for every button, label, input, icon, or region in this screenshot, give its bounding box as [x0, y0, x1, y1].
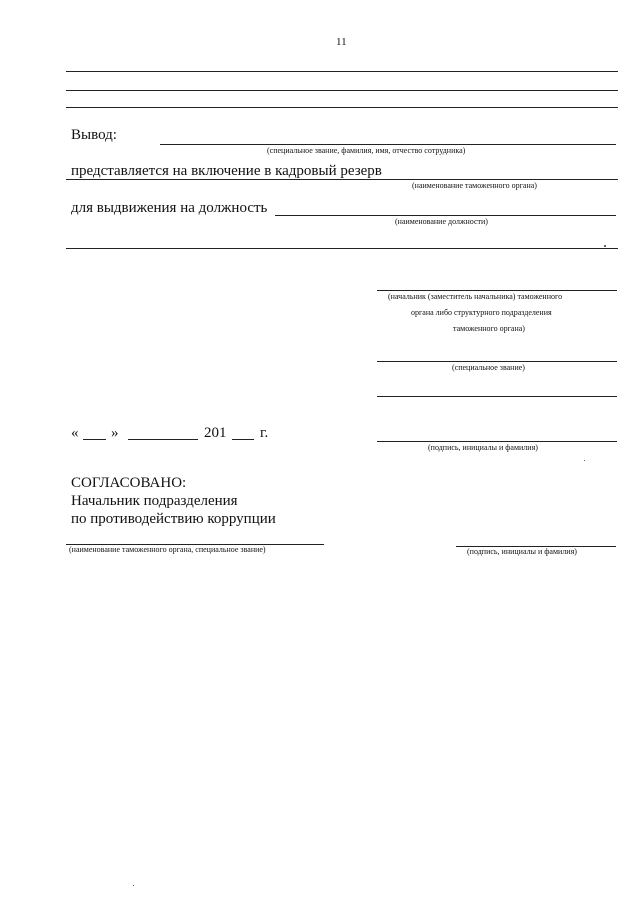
promotion-text: для выдвижения на должность — [71, 200, 268, 216]
head-caption-line2: органа либо структурного подразделения — [411, 308, 552, 317]
year-field-line[interactable] — [232, 439, 254, 440]
approval-right-caption: (подпись, инициалы и фамилия) — [467, 547, 577, 556]
blank-line-5 — [377, 396, 617, 397]
scan-speck-2 — [584, 460, 585, 461]
date-close-quote: » — [111, 425, 119, 441]
employee-field-line[interactable] — [160, 144, 616, 145]
employee-caption: (специальное звание, фамилия, имя, отчество сотрудника) — [267, 146, 466, 155]
customs-body-caption: (наименование таможенного органа) — [412, 181, 537, 190]
blank-line-1 — [66, 71, 618, 72]
conclusion-label: Вывод: — [71, 127, 117, 143]
position-caption: (наименование должности) — [395, 217, 488, 226]
position-field-line[interactable] — [275, 215, 616, 216]
head-field-line[interactable] — [377, 290, 617, 291]
scan-speck — [604, 245, 606, 247]
date-open-quote: « — [71, 425, 79, 441]
page-number: 11 — [336, 36, 347, 48]
day-field-line[interactable] — [83, 439, 106, 440]
rank-caption: (специальное звание) — [452, 363, 525, 372]
year-prefix: 201 — [204, 425, 227, 441]
blank-line-3 — [66, 107, 618, 108]
approval-left-caption: (наименование таможенного органа, специальное звание) — [69, 545, 266, 554]
approval-heading: СОГЛАСОВАНО: — [71, 475, 187, 491]
blank-line-4 — [66, 248, 618, 249]
signature-field-line[interactable] — [377, 441, 617, 442]
approval-line1: Начальник подразделения — [71, 493, 238, 509]
reserve-text: представляется на включение в кадровый резерв — [71, 163, 382, 179]
month-field-line[interactable] — [128, 439, 198, 440]
signature-caption: (подпись, инициалы и фамилия) — [428, 443, 538, 452]
head-caption-line3: таможенного органа) — [453, 324, 525, 333]
head-caption-line1: (начальник (заместитель начальника) таможенного — [388, 292, 563, 301]
approval-line2: по противодействию коррупции — [71, 511, 276, 527]
year-suffix: г. — [260, 425, 269, 441]
rank-field-line[interactable] — [377, 361, 617, 362]
scan-speck-3 — [133, 885, 134, 886]
blank-line-2 — [66, 90, 618, 91]
customs-body-field-line[interactable] — [66, 179, 618, 180]
